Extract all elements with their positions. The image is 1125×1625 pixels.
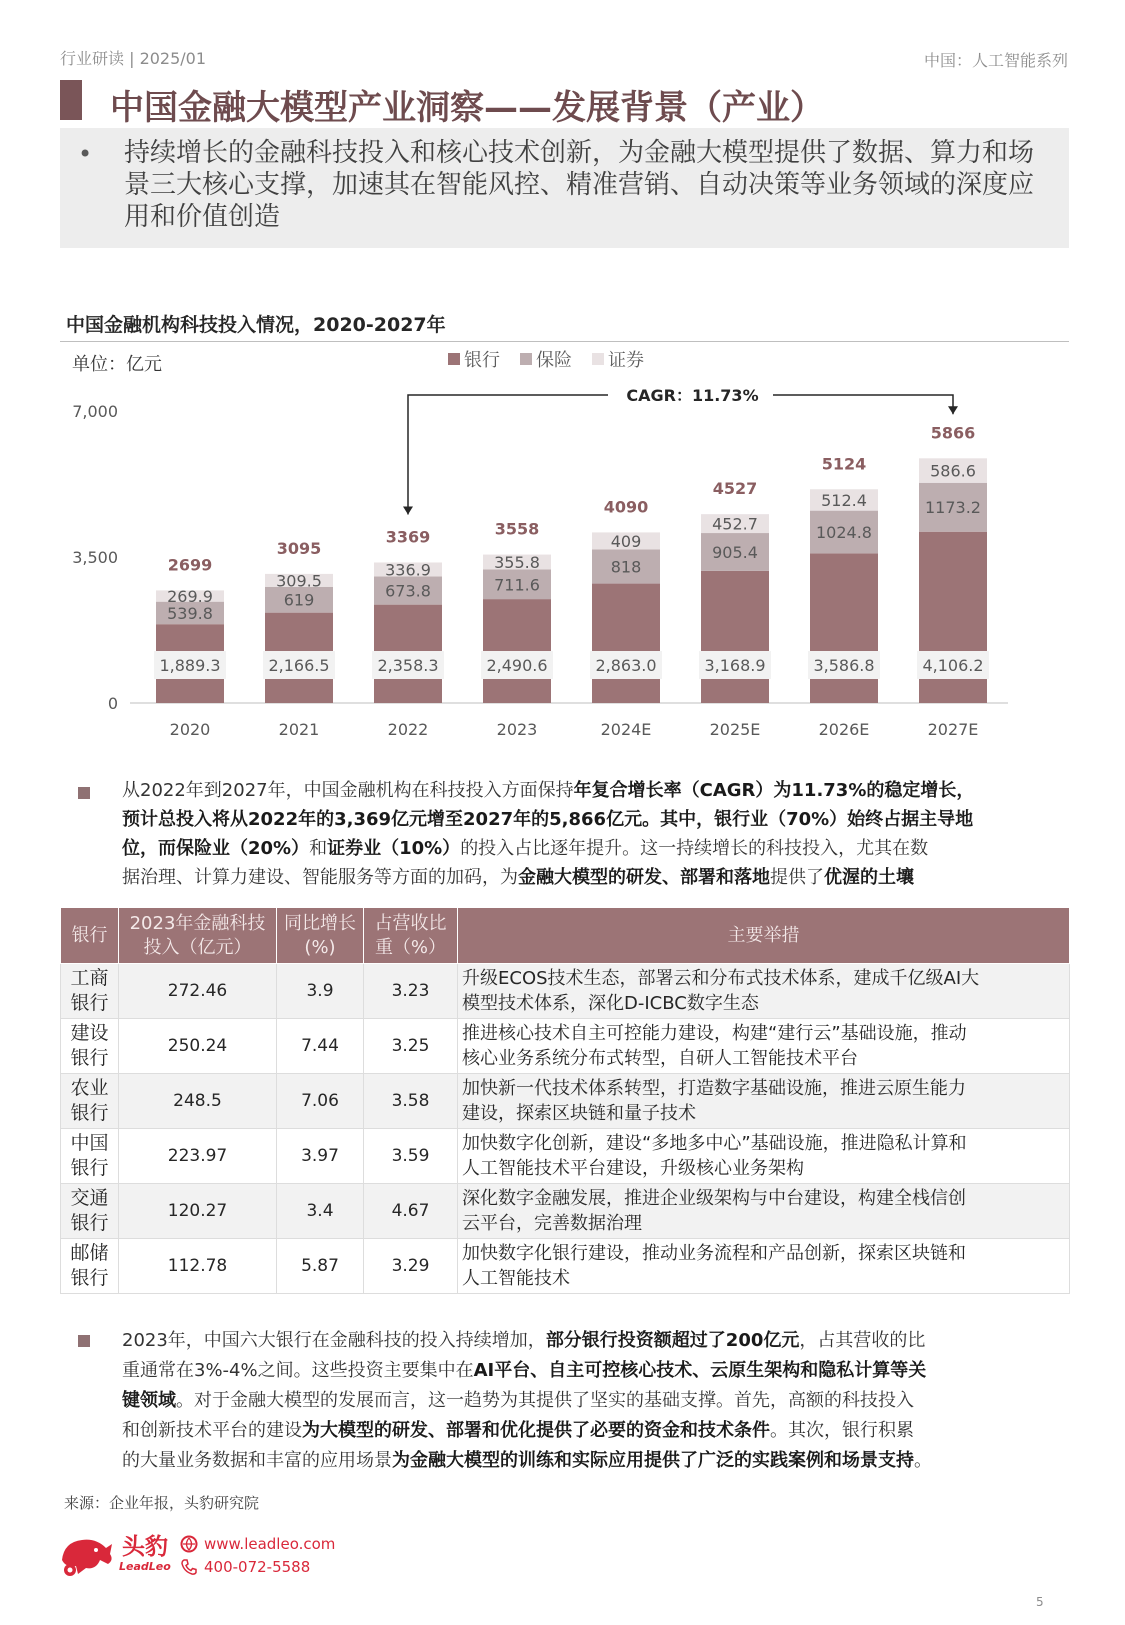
logo-english-text: LeadLeo: [119, 1560, 171, 1573]
table-row: [61, 1239, 1070, 1294]
bank-name-line-1: 邮储: [70, 1242, 109, 1264]
legend-label-2: 证券: [608, 350, 644, 371]
cell-bank: [61, 964, 119, 1019]
text-run: 。对于金融大模型的发展而言，这一趋势为其提供了坚实的基础支撑。首先，高额的科技投入: [176, 1390, 914, 1411]
contact-website[interactable]: www.leadleo.com: [204, 1535, 336, 1553]
cell-investment: 250.24: [119, 1019, 277, 1074]
cell-revenue-share: 3.58: [364, 1074, 458, 1129]
cell-revenue-share: 3.23: [364, 964, 458, 1019]
data-label-bank: 2,490.6: [486, 656, 548, 675]
y-tick-label: 7,000: [72, 402, 118, 421]
measure-line-1: 加快数字化创新，建设“多地多中心”基础设施，推进隐私计算和: [462, 1133, 967, 1154]
summary-bullet: •: [78, 140, 93, 168]
data-label-insurance: 905.4: [712, 542, 758, 562]
data-label-total: 5124: [821, 454, 867, 474]
page-title: 中国金融大模型产业洞察——发展背景（产业）: [110, 88, 824, 128]
cell-yoy-growth: 3.9: [277, 964, 364, 1019]
table-row: [61, 1129, 1070, 1184]
x-tick-label: 2022: [387, 720, 429, 739]
legend-swatch-0: [448, 353, 460, 365]
para2-line-4: [122, 1416, 914, 1445]
header-left: 行业研读 | 2025/01: [60, 49, 207, 68]
x-tick-label: 2024E: [600, 720, 652, 739]
data-label-bank: 4,106.2: [922, 656, 984, 675]
bank-investment-table: [60, 907, 1070, 1294]
cell-investment: 248.5: [119, 1074, 277, 1129]
data-label-insurance: 539.8: [167, 603, 213, 623]
data-label-bank: 2,166.5: [268, 656, 330, 675]
data-label-securities: 409: [610, 531, 642, 551]
text-run: 为金融大模型的训练和实际应用提供了广泛的实践案例和场景支持: [392, 1450, 914, 1471]
investment-chart: [60, 345, 1069, 765]
bank-name-line-1: 建设: [70, 1022, 109, 1044]
bank-name-line-2: 银行: [70, 1212, 109, 1234]
contact-phone: 400-072-5588: [204, 1558, 311, 1576]
th-investment-line-2: 投入（亿元）: [143, 936, 252, 958]
para1-line-1: [122, 776, 974, 805]
text-run: 的投入占比逐年提升。这一持续增长的科技投入，尤其在数: [460, 838, 929, 859]
text-run: 证券业（10%）: [327, 838, 461, 859]
cell-bank: [61, 1184, 119, 1239]
cell-investment: 120.27: [119, 1184, 277, 1239]
cell-investment: 223.97: [119, 1129, 277, 1184]
leopard-logo-icon: [56, 1530, 116, 1580]
cell-bank: [61, 1019, 119, 1074]
cell-yoy-growth: 3.4: [277, 1184, 364, 1239]
cagr-label: CAGR：11.73%: [626, 386, 759, 405]
cell-bank: [61, 1074, 119, 1129]
bank-name-line-1: 工商: [70, 967, 109, 989]
text-run: 位，而保险业（20%）: [122, 838, 310, 859]
data-label-securities: 452.7: [712, 514, 758, 534]
logo-chinese-text: 头豹: [122, 1534, 168, 1560]
th-revenue-share: [364, 908, 458, 964]
text-run: 预计总投入将从2022年的3,369亿元增至2027年的5,866亿元。其中，银行业（70%）始终占据主导地: [122, 809, 974, 830]
table-row: [61, 1074, 1070, 1129]
legend-swatch-1: [520, 353, 532, 365]
y-tick-label: 3,500: [72, 548, 118, 567]
text-run: 优渥的土壤: [824, 867, 914, 888]
table-row: [61, 1184, 1070, 1239]
page-number: 5: [1036, 1595, 1044, 1609]
th-share-line-1: 占营收比: [374, 912, 447, 934]
text-run: 提供了: [770, 867, 824, 888]
para1-line-3: [122, 834, 928, 863]
phone-icon: [180, 1558, 198, 1576]
bar-bank: [810, 553, 878, 703]
data-label-insurance: 673.8: [385, 581, 431, 601]
data-label-total: 5866: [930, 423, 976, 443]
table-body: [61, 964, 1070, 1294]
chart-unit-label: 单位：亿元: [72, 353, 162, 375]
text-run: 键领域: [122, 1390, 176, 1411]
data-label-securities: 355.8: [494, 553, 540, 573]
data-label-securities: 309.5: [276, 571, 322, 591]
th-share-line-2: 重（%）: [374, 936, 447, 958]
text-run: 年复合增长率（CAGR）为11.73%的稳定增长，: [573, 780, 975, 801]
cell-measures: [458, 1019, 1070, 1074]
th-yoy: [277, 908, 364, 964]
cell-measures: [458, 1074, 1070, 1129]
table-header-row: [61, 908, 1070, 964]
th-measures-label: 主要举措: [727, 924, 800, 946]
measure-line-1: 升级ECOS技术生态，部署云和分布式技术体系，建成千亿级AI大: [462, 968, 980, 989]
measure-line-1: 加快数字化银行建设，推动业务流程和产品创新，探索区块链和: [462, 1243, 966, 1264]
cell-measures: [458, 1239, 1070, 1294]
text-run: 重通常在3%-4%之间。这些投资主要集中在: [122, 1360, 474, 1381]
text-run: 从2022年到2027年，中国金融机构在科技投入方面保持: [122, 780, 574, 801]
cagr-arrow-right: [773, 395, 953, 414]
measure-line-1: 深化数字金融发展，推进企业级架构与中台建设，构建全栈信创: [462, 1188, 966, 1209]
bank-name-line-2: 银行: [70, 1157, 109, 1179]
th-yoy-line-1: 同比增长: [284, 912, 356, 934]
measure-line-2: 模型技术体系，深化D-ICBC数字生态: [462, 993, 759, 1014]
para1-line-4: [122, 863, 914, 892]
cell-yoy-growth: 3.97: [277, 1129, 364, 1184]
bank-name-line-2: 银行: [70, 1267, 109, 1289]
cell-investment: 272.46: [119, 964, 277, 1019]
text-run: 和: [309, 838, 328, 859]
data-label-total: 4527: [712, 479, 758, 499]
x-tick-label: 2025E: [709, 720, 761, 739]
data-label-insurance: 619: [283, 590, 315, 610]
measure-line-2: 人工智能技术: [462, 1268, 570, 1289]
measure-line-1: 推进核心技术自主可控能力建设，构建“建行云”基础设施，推动: [462, 1023, 967, 1044]
x-tick-label: 2020: [169, 720, 211, 739]
data-label-insurance: 1173.2: [925, 498, 981, 518]
th-yoy-line-2: (%): [304, 936, 336, 958]
bar-bank: [701, 571, 769, 703]
th-bank-label: 银行: [71, 924, 108, 946]
para2-line-3: [122, 1386, 914, 1415]
para2-bullet: [78, 1335, 90, 1347]
y-tick-label: 0: [107, 694, 118, 713]
cell-yoy-growth: 5.87: [277, 1239, 364, 1294]
bank-name-line-1: 农业: [70, 1077, 109, 1099]
text-run: 为大模型的研发、部署和优化提供了必要的资金和技术条件: [302, 1420, 770, 1441]
cell-revenue-share: 4.67: [364, 1184, 458, 1239]
text-run: 。其次，银行积累: [770, 1420, 914, 1441]
cell-measures: [458, 964, 1070, 1019]
measure-line-2: 云平台，完善数据治理: [462, 1213, 642, 1234]
text-run: 。: [914, 1450, 932, 1471]
data-label-insurance: 1024.8: [816, 523, 872, 543]
data-label-total: 4090: [603, 497, 649, 517]
legend-swatch-2: [592, 353, 604, 365]
legend-label-1: 保险: [536, 350, 572, 371]
data-label-bank: 3,586.8: [813, 656, 875, 675]
th-measures: [458, 908, 1070, 964]
x-tick-label: 2027E: [927, 720, 979, 739]
para2-line-2: [122, 1356, 926, 1385]
data-label-total: 3095: [276, 538, 322, 558]
x-tick-label: 2023: [496, 720, 538, 739]
cell-measures: [458, 1129, 1070, 1184]
summary-text: 持续增长的金融科技投入和核心技术创新，为金融大模型提供了数据、算力和场景三大核心支撑，加速其在智能风控、精准营销、自动决策等业务领域的深度应用和价值创造: [124, 138, 1035, 232]
text-run: 的大量业务数据和丰富的应用场景: [122, 1450, 392, 1471]
data-label-insurance: 711.6: [494, 575, 540, 595]
bank-name-line-2: 银行: [70, 1047, 109, 1069]
web-icon: [180, 1535, 198, 1553]
para2-line-5: [122, 1446, 932, 1475]
data-label-securities: 336.9: [385, 560, 431, 580]
bank-name-line-1: 交通: [70, 1187, 109, 1209]
text-run: 金融大模型的研发、部署和落地: [518, 867, 770, 888]
text-run: 和创新技术平台的建设: [122, 1420, 302, 1441]
cell-bank: [61, 1129, 119, 1184]
cell-revenue-share: 3.25: [364, 1019, 458, 1074]
header-right: 中国：人工智能系列: [923, 51, 1068, 70]
data-label-securities: 586.6: [930, 461, 976, 481]
cell-yoy-growth: 7.06: [277, 1074, 364, 1129]
table-row: [61, 964, 1070, 1019]
data-label-bank: 3,168.9: [704, 656, 766, 675]
measure-line-2: 人工智能技术平台建设，升级核心业务架构: [462, 1158, 804, 1179]
data-label-insurance: 818: [610, 557, 642, 577]
th-investment-line-1: 2023年金融科技: [129, 912, 266, 934]
text-run: ，占其营收的比: [799, 1330, 926, 1351]
data-label-bank: 2,863.0: [595, 656, 657, 675]
data-label-total: 3369: [385, 527, 431, 547]
data-label-total: 2699: [167, 555, 213, 575]
para1-line-2: [122, 805, 973, 834]
bank-name-line-1: 中国: [70, 1132, 109, 1154]
data-label-total: 3558: [494, 519, 540, 539]
legend-label-0: 银行: [464, 350, 500, 371]
cell-measures: [458, 1184, 1070, 1239]
text-run: AI平台、自主可控核心技术、云原生架构和隐私计算等关: [473, 1360, 927, 1381]
text-run: 部分银行投资额超过了200亿元: [545, 1330, 800, 1351]
chart-title: 中国金融机构科技投入情况，2020-2027年: [66, 314, 446, 336]
cagr-arrow-left: [408, 395, 608, 514]
text-run: 2023年，中国六大银行在金融科技的投入持续增加，: [122, 1330, 546, 1351]
cell-yoy-growth: 7.44: [277, 1019, 364, 1074]
th-investment: [119, 908, 277, 964]
th-bank: [61, 908, 119, 964]
cagr-arrowhead-right: [948, 406, 958, 414]
bar-bank: [592, 584, 660, 703]
para1-bullet: [78, 787, 90, 799]
text-run: 据治理、计算力建设、智能服务等方面的加码，为: [122, 867, 518, 888]
data-label-bank: 1,889.3: [159, 656, 221, 675]
measure-line-1: 加快新一代技术体系转型，打造数字基础设施，推进云原生能力: [462, 1078, 966, 1099]
data-label-bank: 2,358.3: [377, 656, 439, 675]
cell-revenue-share: 3.59: [364, 1129, 458, 1184]
cell-investment: 112.78: [119, 1239, 277, 1294]
bank-name-line-2: 银行: [70, 992, 109, 1014]
x-tick-label: 2026E: [818, 720, 870, 739]
source-note: 来源：企业年报，头豹研究院: [64, 1494, 260, 1512]
data-label-securities: 512.4: [821, 490, 867, 510]
cell-revenue-share: 3.29: [364, 1239, 458, 1294]
para2-line-1: [122, 1326, 925, 1355]
table-row: [61, 1019, 1070, 1074]
cagr-arrowhead-left: [403, 506, 413, 514]
measure-line-2: 建设，探索区块链和量子技术: [462, 1103, 696, 1124]
cell-bank: [61, 1239, 119, 1294]
chart-title-divider: [60, 341, 1069, 342]
x-tick-label: 2021: [278, 720, 320, 739]
data-label-securities: 269.9: [167, 587, 213, 607]
title-accent-bar: [60, 80, 82, 120]
measure-line-2: 核心业务系统分布式转型，自研人工智能技术平台: [462, 1048, 858, 1069]
bank-name-line-2: 银行: [70, 1102, 109, 1124]
